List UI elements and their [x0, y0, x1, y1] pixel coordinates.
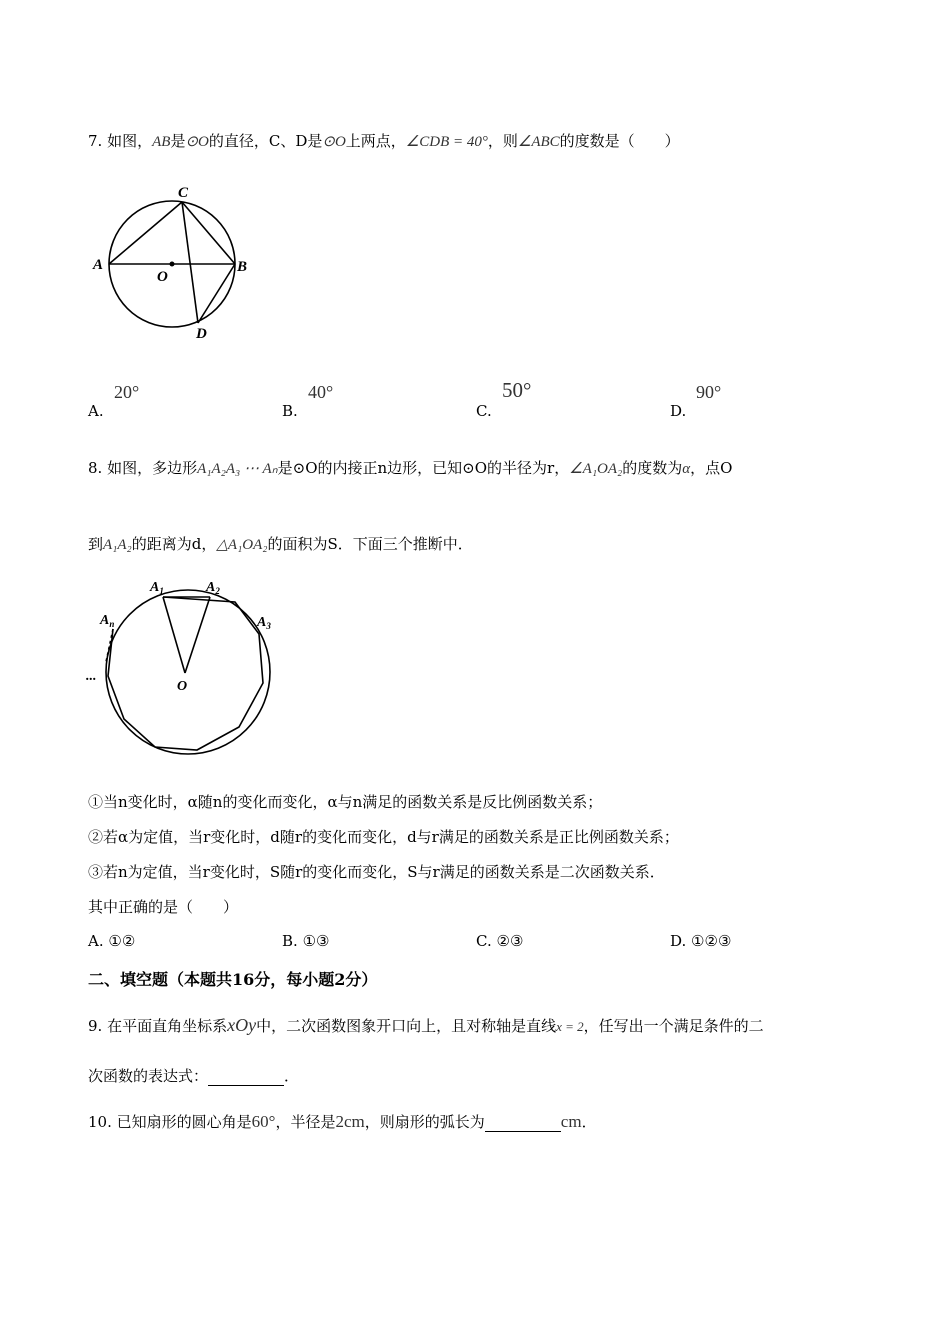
label-a3: $A_3$	[257, 615, 271, 631]
chord-db	[198, 264, 235, 323]
label-c: C	[178, 185, 189, 201]
q8-option-d[interactable]: D. ①②③	[670, 932, 732, 950]
q8-statement-2: ②若α为定值，当r变化时，d随r的变化而变化，d与r满足的函数关系是正比例函数关系；	[88, 828, 679, 846]
question-number: 10.	[88, 1113, 112, 1131]
q8-stem-line2: 到A₁A₂的距离为d，△A₁OA₂的面积为S．下面三个推断中．	[88, 535, 473, 553]
chord-ac	[109, 202, 182, 264]
chord-cd	[182, 202, 198, 323]
label-o: O	[157, 269, 168, 285]
label-d: D	[196, 326, 207, 342]
q8-option-b[interactable]: B. ①③	[282, 932, 330, 950]
q8-statement-1: ①当n变化时，α随n的变化而变化，α与n满足的函数关系是反比例函数关系；	[88, 793, 603, 811]
q9-stem-line2: 次函数的表达式： ．	[88, 1067, 300, 1085]
q7-stem: 7. 如图，AB是⊙O的直径，C、D是⊙O上两点，∠CDB = 40°，则∠ABC的度数是（ ）	[88, 132, 680, 150]
question-number: 7.	[88, 132, 103, 150]
q7-option-d[interactable]: D. 90°	[670, 382, 722, 420]
label-a1: $A_1$	[150, 580, 164, 596]
q7-option-c[interactable]: C. 50°	[476, 378, 532, 420]
answer-blank[interactable]	[208, 1069, 284, 1086]
radius-oa1	[163, 597, 185, 673]
label-b: B	[237, 259, 248, 275]
label-o: O	[177, 679, 188, 694]
radius-oa2	[185, 597, 210, 673]
q7-option-b[interactable]: B. 40°	[282, 382, 334, 420]
question-number: 8.	[88, 459, 103, 477]
center-point	[170, 262, 175, 267]
label-a: A	[93, 257, 104, 273]
q8-statement-3: ③若n为定值，当r变化时，S随r的变化而变化，S与r满足的函数关系是二次函数关系．	[88, 863, 665, 881]
question-number: 9.	[88, 1017, 103, 1035]
q8-question: 其中正确的是（ ）	[88, 898, 239, 916]
answer-blank[interactable]	[485, 1115, 561, 1132]
label-an: $A_n$	[100, 613, 115, 629]
q7-figure	[88, 180, 268, 345]
label-a2: $A_2$	[206, 580, 220, 596]
q8-option-c[interactable]: C. ②③	[476, 932, 524, 950]
q8-stem-line1: 8. 如图，多边形A₁A₂A₃ ⋯ Aₙ是⊙O的内接正n边形，已知⊙O的半径为r，∠A₁OA₂的度数为α，点O	[88, 459, 733, 477]
q8-option-a[interactable]: A. ①②	[88, 932, 136, 950]
q10-stem: 10. 已知扇形的圆心角是60°，半径是2cm，则扇形的弧长为 cm．	[88, 1112, 597, 1131]
q7-option-a[interactable]: A. 20°	[88, 382, 140, 420]
q8-figure	[80, 572, 285, 762]
label-dots: ...	[86, 669, 97, 684]
regular-polygon	[108, 597, 263, 750]
section-heading: 二、填空题（本题共16分，每小题2分）	[88, 970, 378, 989]
q9-stem-line1: 9. 在平面直角坐标系xOy中，二次函数图象开口向上，且对称轴是直线x = 2，任写出一个满足条件的二	[88, 1015, 764, 1035]
